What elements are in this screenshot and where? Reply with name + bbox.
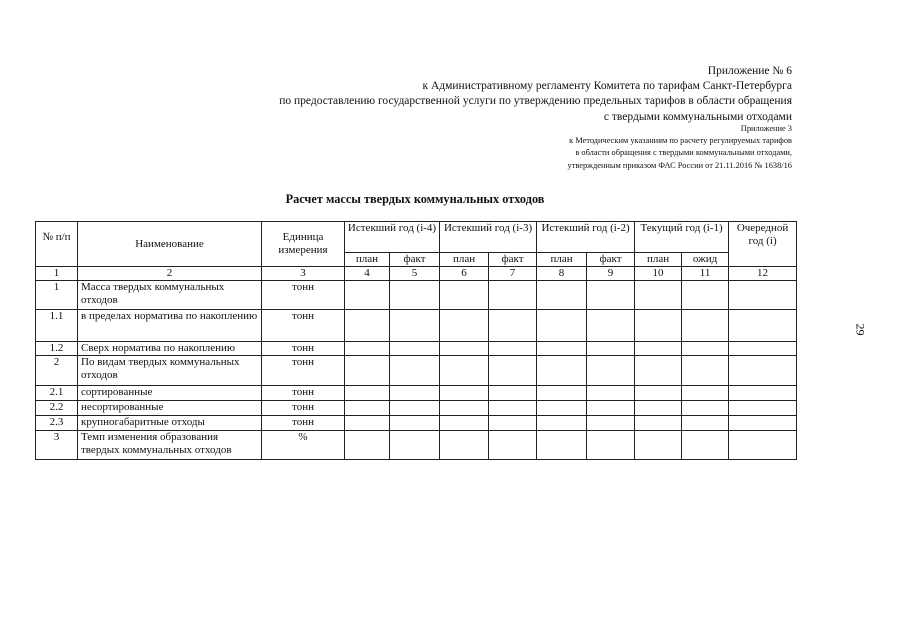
value-cell: [682, 310, 729, 342]
value-cell: [345, 310, 390, 342]
value-cell: [390, 386, 440, 401]
row-number: 2: [36, 356, 78, 386]
period-header: Текущий год (i-1): [635, 222, 729, 253]
appendix-header: [279, 64, 792, 125]
fact-header: факт: [587, 253, 635, 267]
column-number: 5: [390, 267, 440, 281]
row-number: 1.2: [36, 342, 78, 356]
expected-header: ожид: [682, 253, 729, 267]
column-number: 3: [262, 267, 345, 281]
table-row: [36, 310, 797, 342]
value-cell: [390, 310, 440, 342]
value-cell: [489, 416, 537, 431]
value-cell: [440, 310, 489, 342]
column-number: 4: [345, 267, 390, 281]
value-cell: [537, 401, 587, 416]
plan-header: план: [345, 253, 390, 267]
value-cell: [682, 401, 729, 416]
value-cell: [345, 386, 390, 401]
row-unit: тонн: [262, 310, 345, 342]
value-cell: [489, 342, 537, 356]
value-cell: [537, 386, 587, 401]
value-cell: [390, 281, 440, 310]
value-cell: [345, 416, 390, 431]
subheader-line: в области обращения с твердыми коммунальными отходами,: [575, 148, 792, 158]
row-number: 1.1: [36, 310, 78, 342]
page-number: 29: [853, 323, 868, 336]
row-name: Темп изменения образования твердых коммунальных отходов: [78, 431, 262, 460]
value-cell: [345, 356, 390, 386]
next-year-header: Очередной год (i): [729, 222, 797, 267]
row-unit: тонн: [262, 416, 345, 431]
column-number: 8: [537, 267, 587, 281]
value-cell: [587, 386, 635, 401]
table-row: [36, 431, 797, 460]
value-cell: [345, 431, 390, 460]
column-number: 7: [489, 267, 537, 281]
row-number: 2.1: [36, 386, 78, 401]
value-cell: [489, 281, 537, 310]
value-cell: [635, 431, 682, 460]
value-cell: [489, 386, 537, 401]
column-number: 10: [635, 267, 682, 281]
row-unit: тонн: [262, 386, 345, 401]
fact-header: факт: [390, 253, 440, 267]
row-number: 1: [36, 281, 78, 310]
column-numbers-row: [36, 267, 797, 281]
value-cell: [587, 416, 635, 431]
row-unit: тонн: [262, 356, 345, 386]
fact-header: факт: [489, 253, 537, 267]
row-name: По видам твердых коммунальных отходов: [78, 356, 262, 386]
value-cell: [345, 401, 390, 416]
row-name: сортированные: [78, 386, 262, 401]
value-cell: [729, 416, 797, 431]
value-cell: [729, 431, 797, 460]
value-cell: [440, 356, 489, 386]
table-row: [36, 356, 797, 386]
value-cell: [587, 401, 635, 416]
value-cell: [682, 342, 729, 356]
value-cell: [489, 356, 537, 386]
row-number: 2.3: [36, 416, 78, 431]
plan-header: план: [635, 253, 682, 267]
column-number: 1: [36, 267, 78, 281]
value-cell: [587, 310, 635, 342]
col-num-header: № п/п: [36, 222, 78, 267]
value-cell: [729, 401, 797, 416]
value-cell: [729, 386, 797, 401]
value-cell: [537, 342, 587, 356]
appendix-subheader: [568, 123, 792, 172]
header-line: к Административному регламенту Комитета по тарифам Санкт-Петербурга: [422, 80, 792, 93]
period-header: Истекший год (i-4): [345, 222, 440, 253]
value-cell: [440, 431, 489, 460]
value-cell: [635, 310, 682, 342]
column-number: 2: [78, 267, 262, 281]
value-cell: [635, 401, 682, 416]
row-name: несортированные: [78, 401, 262, 416]
column-number: 6: [440, 267, 489, 281]
value-cell: [635, 416, 682, 431]
value-cell: [345, 281, 390, 310]
value-cell: [537, 281, 587, 310]
table-row: [36, 281, 797, 310]
subheader-line: утвержденным приказом ФАС России от 21.11.2016 № 1638/16: [567, 160, 792, 170]
col-name-header: Наименование: [78, 222, 262, 267]
value-cell: [390, 401, 440, 416]
value-cell: [587, 281, 635, 310]
value-cell: [682, 281, 729, 310]
value-cell: [587, 342, 635, 356]
col-unit-header: Единица измерения: [262, 222, 345, 267]
value-cell: [635, 356, 682, 386]
calculation-table: [35, 221, 797, 460]
row-name: крупногабаритные отходы: [78, 416, 262, 431]
value-cell: [682, 386, 729, 401]
value-cell: [345, 342, 390, 356]
header-line: с твердыми коммунальными отходами: [603, 110, 792, 123]
value-cell: [537, 310, 587, 342]
row-name: в пределах норматива по накоплению: [78, 310, 262, 342]
value-cell: [729, 342, 797, 356]
row-unit: %: [262, 431, 345, 460]
value-cell: [729, 356, 797, 386]
row-name: Масса твердых коммунальных отходов: [78, 281, 262, 310]
row-unit: тонн: [262, 342, 345, 356]
table-row: [36, 416, 797, 431]
value-cell: [635, 386, 682, 401]
header-line: по предоставлению государственной услуги по утверждению предельных тарифов в области обращения: [279, 95, 792, 108]
column-number: 12: [729, 267, 797, 281]
plan-header: план: [537, 253, 587, 267]
value-cell: [440, 386, 489, 401]
value-cell: [489, 310, 537, 342]
value-cell: [489, 401, 537, 416]
row-name: Сверх норматива по накоплению: [78, 342, 262, 356]
table-row: [36, 386, 797, 401]
table-header-row: [36, 222, 797, 253]
plan-header: план: [440, 253, 489, 267]
value-cell: [587, 431, 635, 460]
table-row: [36, 401, 797, 416]
value-cell: [635, 342, 682, 356]
column-number: 11: [682, 267, 729, 281]
subheader-line: Приложение 3: [740, 124, 792, 133]
row-unit: тонн: [262, 401, 345, 416]
value-cell: [440, 401, 489, 416]
value-cell: [390, 431, 440, 460]
value-cell: [390, 342, 440, 356]
value-cell: [440, 416, 489, 431]
value-cell: [390, 356, 440, 386]
subheader-line: к Методическим указаниям по расчету регулируемых тарифов: [569, 136, 792, 146]
period-header: Истекший год (i-3): [440, 222, 537, 253]
value-cell: [537, 356, 587, 386]
value-cell: [537, 416, 587, 431]
value-cell: [729, 310, 797, 342]
column-number: 9: [587, 267, 635, 281]
value-cell: [682, 356, 729, 386]
value-cell: [440, 342, 489, 356]
value-cell: [489, 431, 537, 460]
row-unit: тонн: [262, 281, 345, 310]
value-cell: [537, 431, 587, 460]
value-cell: [390, 416, 440, 431]
header-line: Приложение № 6: [707, 65, 792, 77]
period-header: Истекший год (i-2): [537, 222, 635, 253]
value-cell: [729, 281, 797, 310]
document-title: Расчет массы твердых коммунальных отходов: [285, 192, 545, 206]
row-number: 2.2: [36, 401, 78, 416]
value-cell: [587, 356, 635, 386]
value-cell: [635, 281, 682, 310]
row-number: 3: [36, 431, 78, 460]
table-row: [36, 342, 797, 356]
value-cell: [682, 416, 729, 431]
value-cell: [682, 431, 729, 460]
value-cell: [440, 281, 489, 310]
